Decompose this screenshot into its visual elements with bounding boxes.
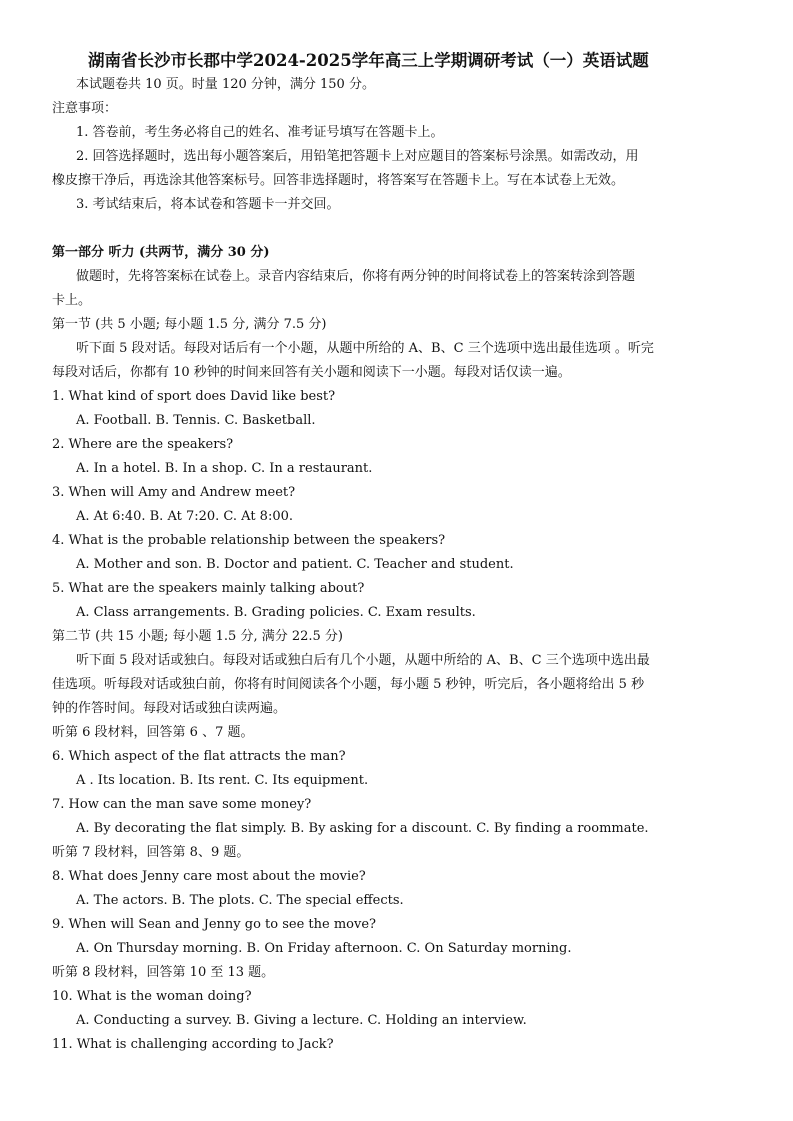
note-3: 3. 考试结束后，将本试卷和答题卡一并交回。	[76, 197, 340, 212]
section2-instruction: 听下面 5 段对话或独白。每段对话或独白后有几个小题，从题中所给的 A、B、C 三个选项中选出最	[76, 653, 650, 668]
question-6-options: A . Its location. B. Its rent. C. Its equipment.	[76, 773, 369, 788]
listen-material-7: 听第 7 段材料，回答第 8、9 题。	[52, 845, 250, 860]
question-4-options: A. Mother and son. B. Doctor and patient. C. Teacher and student.	[76, 557, 514, 572]
note-2: 2. 回答选择题时，选出每小题答案后，用铅笔把答题卡上对应题目的答案标号涂黑。如需改动，用	[76, 149, 639, 164]
section2-instruction-cont-1: 佳选项。听每段对话或独白前，你将有时间阅读各个小题，每小题 5 秒钟，听完后，各小题将给出 5 秒	[52, 677, 645, 692]
question-3: 3. When will Amy and Andrew meet?	[52, 485, 296, 500]
section1-instruction: 听下面 5 段对话。每段对话后有一个小题，从题中所给的 A、B、C 三个选项中选出最佳选项 。听完	[76, 341, 654, 356]
question-1-options: A. Football. B. Tennis. C. Basketball.	[76, 413, 316, 428]
note-1: 1. 答卷前，考生务必将自己的姓名、准考证号填写在答题卡上。	[76, 125, 444, 140]
notice-heading: 注意事项：	[52, 101, 118, 116]
note-2-cont: 橡皮擦干净后，再选涂其他答案标号。回答非选择题时，将答案写在答题卡上。写在本试卷上无效。	[52, 173, 625, 188]
section1-instruction-cont: 每段对话后，你都有 10 秒钟的时间来回答有关小题和阅读下一小题。每段对话仅读一遍。	[52, 365, 571, 380]
question-9: 9. When will Sean and Jenny go to see the move?	[52, 917, 376, 932]
question-2: 2. Where are the speakers?	[52, 437, 234, 452]
listen-material-6: 听第 6 段材料，回答第 6 、7 题。	[52, 725, 254, 740]
question-5: 5. What are the speakers mainly talking about?	[52, 581, 365, 596]
question-3-options: A. At 6:40. B. At 7:20. C. At 8:00.	[76, 509, 294, 524]
question-9-options: A. On Thursday morning. B. On Friday afternoon. C. On Saturday morning.	[76, 941, 572, 956]
question-11: 11. What is challenging according to Jack?	[52, 1037, 334, 1052]
question-6: 6. Which aspect of the flat attracts the man?	[52, 749, 346, 764]
question-7-options: A. By decorating the flat simply. B. By asking for a discount. C. By finding a roommate.	[76, 821, 649, 836]
part1-heading: 第一部分 听力 (共两节，满分 30 分)	[52, 245, 270, 260]
exam-intro: 本试题卷共 10 页。时量 120 分钟，满分 150 分。	[76, 77, 375, 92]
section2-instruction-cont-2: 钟的作答时间。每段对话或独白读两遍。	[52, 701, 287, 716]
question-10: 10. What is the woman doing?	[52, 989, 252, 1004]
exam-title: 湖南省长沙市长郡中学2024-2025学年高三上学期调研考试（一）英语试题	[88, 51, 649, 70]
question-1: 1. What kind of sport does David like best?	[52, 389, 336, 404]
listen-material-8: 听第 8 段材料，回答第 10 至 13 题。	[52, 965, 275, 980]
question-4: 4. What is the probable relationship between the speakers?	[52, 533, 446, 548]
part1-instruction-cont: 卡上。	[52, 293, 92, 308]
question-2-options: A. In a hotel. B. In a shop. C. In a restaurant.	[76, 461, 373, 476]
part1-instruction: 做题时，先将答案标在试卷上。录音内容结束后，你将有两分钟的时间将试卷上的答案转涂到答题	[76, 269, 636, 284]
question-8-options: A. The actors. B. The plots. C. The special effects.	[76, 893, 404, 908]
question-8: 8. What does Jenny care most about the movie?	[52, 869, 366, 884]
question-10-options: A. Conducting a survey. B. Giving a lecture. C. Holding an interview.	[76, 1013, 527, 1028]
section2-heading: 第二节 (共 15 小题; 每小题 1.5 分, 满分 22.5 分)	[52, 629, 344, 644]
question-7: 7. How can the man save some money?	[52, 797, 312, 812]
section1-heading: 第一节 (共 5 小题; 每小题 1.5 分, 满分 7.5 分)	[52, 317, 327, 332]
question-5-options: A. Class arrangements. B. Grading policies. C. Exam results.	[76, 605, 476, 620]
